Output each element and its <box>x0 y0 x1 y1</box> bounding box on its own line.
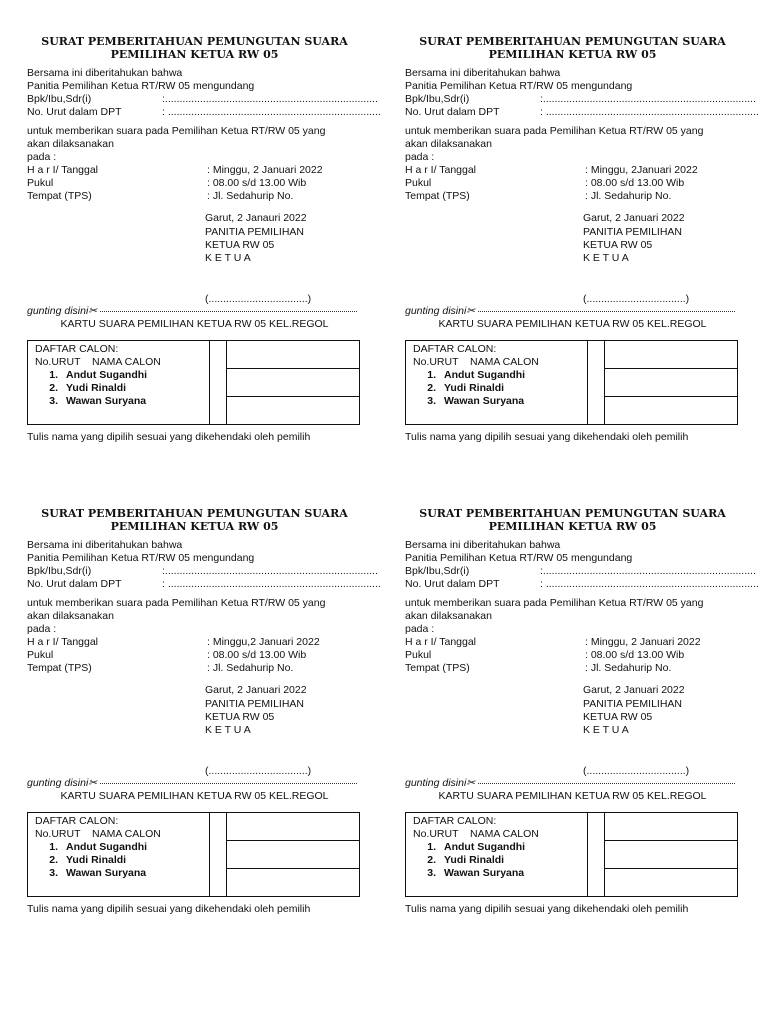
date-value: : Minggu, 2Januari 2022 <box>585 164 698 176</box>
candidate-name: Wawan Suryana <box>66 867 147 879</box>
intro-text-1: Bersama ini diberitahukan bahwa <box>405 539 561 551</box>
candidate-item <box>38 382 126 395</box>
candidate-number: 3. <box>49 395 58 407</box>
intro-text-1: Bersama ini diberitahukan bahwa <box>27 67 183 79</box>
intro-text-2: Panitia Pemilihan Ketua RT/RW 05 mengundang <box>27 80 255 92</box>
location-label: Tempat (TPS) <box>405 662 470 674</box>
notice-title <box>27 507 362 533</box>
time-label: Pukul <box>405 649 432 661</box>
ballot-number-column <box>209 341 227 424</box>
ballot-instruction: Tulis nama yang dipilih sesuai yang dikehendaki oleh pemilih <box>27 903 311 915</box>
notice-form <box>27 0 381 450</box>
ballot-write-cell-1[interactable] <box>605 341 737 369</box>
sign-name-field[interactable]: (..................................) <box>205 293 312 305</box>
ballot-number-column <box>587 813 605 896</box>
dpt-number-field[interactable]: : ......................................................................... <box>162 106 381 118</box>
cut-label: gunting disini✂ <box>405 777 476 789</box>
candidate-number: 1. <box>49 841 58 853</box>
invite-text-2: akan dilaksanakan <box>405 610 492 622</box>
intro-text-1: Bersama ini diberitahukan bahwa <box>405 67 561 79</box>
location-value: : Jl. Sedahurip No. <box>585 190 672 202</box>
sign-organization: PANITIA PEMILIHAN <box>583 698 682 710</box>
sign-organization: PANITIA PEMILIHAN <box>205 226 304 238</box>
pada-label: pada : <box>27 151 57 163</box>
sign-role: K E T U A <box>205 252 251 264</box>
candidate-column-header: No.URUT NAMA CALON <box>35 828 161 840</box>
dpt-number-label: No. Urut dalam DPT <box>27 106 122 118</box>
ballot-write-cell-2[interactable] <box>227 369 359 397</box>
invite-text-1: untuk memberikan suara pada Pemilihan Ketua RT/RW 05 yang <box>405 597 704 609</box>
title-line-1: SURAT PEMBERITAHUAN PEMUNGUTAN SUARA <box>41 35 348 48</box>
candidate-number: 2. <box>49 382 58 394</box>
notice-title <box>405 35 740 61</box>
dpt-number-label: No. Urut dalam DPT <box>27 578 122 590</box>
sign-organization-2: KETUA RW 05 <box>583 711 653 723</box>
time-label: Pukul <box>27 177 54 189</box>
ballot-number-column <box>587 341 605 424</box>
ballot-instruction: Tulis nama yang dipilih sesuai yang dikehendaki oleh pemilih <box>405 431 689 443</box>
date-label: H a r I/ Tanggal <box>405 164 477 176</box>
candidate-item <box>38 369 147 382</box>
recipient-label: Bpk/Ibu,Sdr(i) <box>27 565 92 577</box>
sign-name-field[interactable]: (..................................) <box>205 765 312 777</box>
sign-organization: PANITIA PEMILIHAN <box>583 226 682 238</box>
date-label: H a r I/ Tanggal <box>405 636 477 648</box>
ballot-title: KARTU SUARA PEMILIHAN KETUA RW 05 KEL.REGOL <box>438 790 707 802</box>
location-label: Tempat (TPS) <box>27 190 92 202</box>
candidate-item <box>416 395 524 408</box>
sign-place-date: Garut, 2 Januari 2022 <box>205 684 307 696</box>
ballot-table <box>405 340 738 425</box>
recipient-label: Bpk/Ibu,Sdr(i) <box>405 565 470 577</box>
sign-role: K E T U A <box>205 724 251 736</box>
candidate-name: Wawan Suryana <box>444 395 525 407</box>
invite-text-2: akan dilaksanakan <box>27 610 114 622</box>
sign-organization: PANITIA PEMILIHAN <box>205 698 304 710</box>
pada-label: pada : <box>27 623 57 635</box>
candidate-name: Wawan Suryana <box>66 395 147 407</box>
pada-label: pada : <box>405 151 435 163</box>
recipient-field[interactable]: :......................................................................... <box>162 93 378 105</box>
candidate-item <box>416 841 525 854</box>
title-line-2: PEMILIHAN KETUA RW 05 <box>110 48 279 61</box>
candidate-list-heading: DAFTAR CALON: <box>413 815 497 827</box>
intro-text-2: Panitia Pemilihan Ketua RT/RW 05 mengundang <box>405 552 633 564</box>
dpt-number-field[interactable]: : ......................................................................... <box>540 578 759 590</box>
cut-label: gunting disini✂ <box>27 777 98 789</box>
candidate-list-heading: DAFTAR CALON: <box>35 815 119 827</box>
title-line-1: SURAT PEMBERITAHUAN PEMUNGUTAN SUARA <box>419 507 726 520</box>
candidate-number: 2. <box>427 382 436 394</box>
candidate-item <box>416 854 504 867</box>
candidate-number: 3. <box>49 867 58 879</box>
sign-organization-2: KETUA RW 05 <box>583 239 653 251</box>
time-label: Pukul <box>405 177 432 189</box>
candidate-name: Yudi Rinaldi <box>444 854 505 866</box>
candidate-list-heading: DAFTAR CALON: <box>413 343 497 355</box>
candidate-list-heading: DAFTAR CALON: <box>35 343 119 355</box>
ballot-write-cell-1[interactable] <box>605 813 737 841</box>
date-label: H a r I/ Tanggal <box>27 636 99 648</box>
candidate-column-header: No.URUT NAMA CALON <box>413 828 539 840</box>
ballot-table <box>27 340 360 425</box>
intro-text-2: Panitia Pemilihan Ketua RT/RW 05 mengundang <box>405 80 633 92</box>
title-line-2: PEMILIHAN KETUA RW 05 <box>488 48 657 61</box>
dpt-number-field[interactable]: : ......................................................................... <box>162 578 381 590</box>
sign-name-field[interactable]: (..................................) <box>583 293 690 305</box>
notice-title <box>405 507 740 533</box>
candidate-item <box>38 867 146 880</box>
notice-form <box>405 0 759 450</box>
title-line-2: PEMILIHAN KETUA RW 05 <box>110 520 279 533</box>
ballot-title: KARTU SUARA PEMILIHAN KETUA RW 05 KEL.REGOL <box>438 318 707 330</box>
candidate-name: Yudi Rinaldi <box>66 382 127 394</box>
recipient-field[interactable]: :......................................................................... <box>540 565 756 577</box>
candidate-item <box>416 369 525 382</box>
time-label: Pukul <box>27 649 54 661</box>
candidate-name: Andut Sugandhi <box>66 369 148 381</box>
time-value: : 08.00 s/d 13.00 Wib <box>585 649 685 661</box>
candidate-name: Yudi Rinaldi <box>444 382 505 394</box>
ballot-write-cell-2[interactable] <box>605 841 737 869</box>
ballot-table <box>405 812 738 897</box>
notice-form <box>27 472 381 922</box>
location-value: : Jl. Sedahurip No. <box>585 662 672 674</box>
ballot-write-cell-1[interactable] <box>227 341 359 369</box>
sign-place-date: Garut, 2 Janauri 2022 <box>205 212 307 224</box>
sign-place-date: Garut, 2 Januari 2022 <box>583 212 685 224</box>
candidate-name: Andut Sugandhi <box>444 369 526 381</box>
invite-text-1: untuk memberikan suara pada Pemilihan Ketua RT/RW 05 yang <box>405 125 704 137</box>
candidate-number: 1. <box>427 841 436 853</box>
candidate-column-header: No.URUT NAMA CALON <box>413 356 539 368</box>
candidate-item <box>38 854 126 867</box>
candidate-item <box>416 382 504 395</box>
sign-organization-2: KETUA RW 05 <box>205 239 275 251</box>
date-value: : Minggu, 2 Januari 2022 <box>207 164 323 176</box>
title-line-1: SURAT PEMBERITAHUAN PEMUNGUTAN SUARA <box>419 35 726 48</box>
location-value: : Jl. Sedahurip No. <box>207 190 294 202</box>
ballot-write-cell-1[interactable] <box>227 813 359 841</box>
candidate-name: Andut Sugandhi <box>444 841 526 853</box>
cut-label: gunting disini✂ <box>405 305 476 317</box>
candidate-number: 3. <box>427 395 436 407</box>
ballot-instruction: Tulis nama yang dipilih sesuai yang dikehendaki oleh pemilih <box>27 431 311 443</box>
sign-name-field[interactable]: (..................................) <box>583 765 690 777</box>
candidate-item <box>38 841 147 854</box>
ballot-title: KARTU SUARA PEMILIHAN KETUA RW 05 KEL.REGOL <box>60 790 329 802</box>
location-label: Tempat (TPS) <box>405 190 470 202</box>
sign-role: K E T U A <box>583 252 629 264</box>
dpt-number-field[interactable]: : ......................................................................... <box>540 106 759 118</box>
ballot-write-cell-2[interactable] <box>227 841 359 869</box>
dpt-number-label: No. Urut dalam DPT <box>405 106 500 118</box>
date-label: H a r I/ Tanggal <box>27 164 99 176</box>
invite-text-1: untuk memberikan suara pada Pemilihan Ketua RT/RW 05 yang <box>27 597 326 609</box>
title-line-2: PEMILIHAN KETUA RW 05 <box>488 520 657 533</box>
sign-role: K E T U A <box>583 724 629 736</box>
recipient-label: Bpk/Ibu,Sdr(i) <box>405 93 470 105</box>
notice-form <box>405 472 759 922</box>
date-value: : Minggu, 2 Januari 2022 <box>585 636 701 648</box>
candidate-column-header: No.URUT NAMA CALON <box>35 356 161 368</box>
intro-text-1: Bersama ini diberitahukan bahwa <box>27 539 183 551</box>
location-value: : Jl. Sedahurip No. <box>207 662 294 674</box>
time-value: : 08.00 s/d 13.00 Wib <box>585 177 685 189</box>
pada-label: pada : <box>405 623 435 635</box>
time-value: : 08.00 s/d 13.00 Wib <box>207 649 307 661</box>
candidate-item <box>416 867 524 880</box>
candidate-name: Andut Sugandhi <box>66 841 148 853</box>
candidate-name: Wawan Suryana <box>444 867 525 879</box>
dpt-number-label: No. Urut dalam DPT <box>405 578 500 590</box>
sign-organization-2: KETUA RW 05 <box>205 711 275 723</box>
ballot-title: KARTU SUARA PEMILIHAN KETUA RW 05 KEL.REGOL <box>60 318 329 330</box>
recipient-field[interactable]: :......................................................................... <box>162 565 378 577</box>
ballot-table <box>27 812 360 897</box>
title-line-1: SURAT PEMBERITAHUAN PEMUNGUTAN SUARA <box>41 507 348 520</box>
invite-text-1: untuk memberikan suara pada Pemilihan Ketua RT/RW 05 yang <box>27 125 326 137</box>
ballot-write-cell-2[interactable] <box>605 369 737 397</box>
candidate-number: 2. <box>427 854 436 866</box>
invite-text-2: akan dilaksanakan <box>405 138 492 150</box>
time-value: : 08.00 s/d 13.00 Wib <box>207 177 307 189</box>
candidate-name: Yudi Rinaldi <box>66 854 127 866</box>
intro-text-2: Panitia Pemilihan Ketua RT/RW 05 mengundang <box>27 552 255 564</box>
recipient-field[interactable]: :......................................................................... <box>540 93 756 105</box>
ballot-instruction: Tulis nama yang dipilih sesuai yang dikehendaki oleh pemilih <box>405 903 689 915</box>
candidate-number: 2. <box>49 854 58 866</box>
candidate-number: 1. <box>49 369 58 381</box>
location-label: Tempat (TPS) <box>27 662 92 674</box>
candidate-number: 1. <box>427 369 436 381</box>
invite-text-2: akan dilaksanakan <box>27 138 114 150</box>
ballot-number-column <box>209 813 227 896</box>
candidate-number: 3. <box>427 867 436 879</box>
recipient-label: Bpk/Ibu,Sdr(i) <box>27 93 92 105</box>
sign-place-date: Garut, 2 Januari 2022 <box>583 684 685 696</box>
candidate-item <box>38 395 146 408</box>
cut-label: gunting disini✂ <box>27 305 98 317</box>
notice-title <box>27 35 362 61</box>
date-value: : Minggu,2 Januari 2022 <box>207 636 320 648</box>
